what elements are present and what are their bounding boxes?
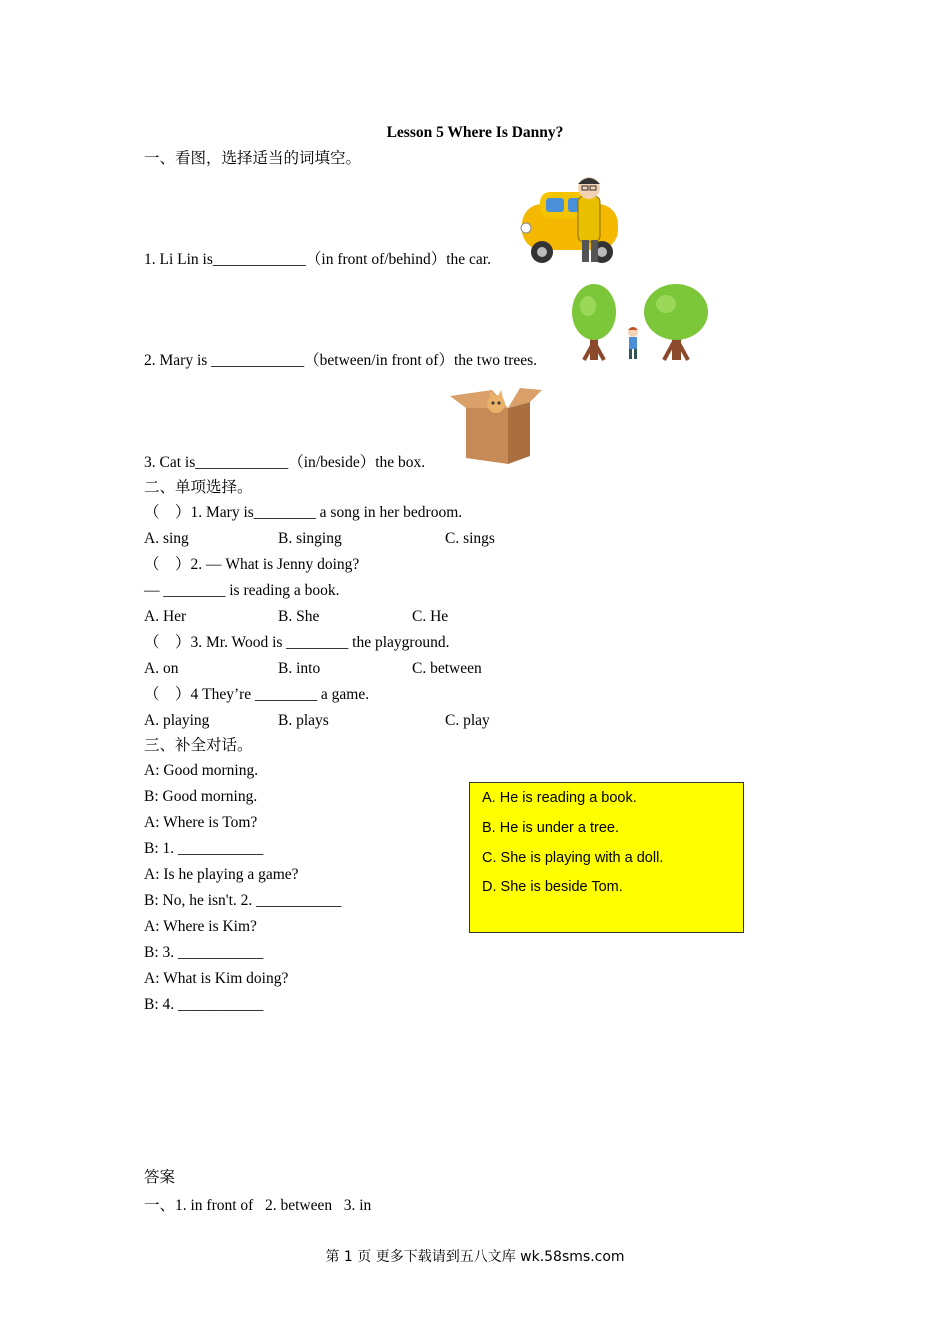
answers-heading: 答案 bbox=[144, 1169, 176, 1186]
section1-q1: 1. Li Lin is____________（in front of/behind）the car. bbox=[144, 251, 491, 268]
section1-q3: 3. Cat is____________（in/beside）the box. bbox=[144, 454, 426, 471]
option-c: C. He bbox=[412, 608, 449, 625]
box-option-a: A. He is reading a book. bbox=[482, 790, 637, 806]
section2-q2-answer-line: — ________ is reading a book. bbox=[144, 582, 340, 599]
box-option-d: D. She is beside Tom. bbox=[482, 879, 623, 895]
dialogue-line: B: No, he isn't. 2. ___________ bbox=[144, 892, 342, 909]
option-a: A. on bbox=[144, 660, 179, 677]
box-illustration bbox=[448, 382, 544, 466]
page-footer: 第 1 页 更多下载请到五八文库 wk.58sms.com bbox=[325, 1249, 625, 1265]
option-c: C. sings bbox=[445, 530, 495, 547]
dialogue-line: B: 1. ___________ bbox=[144, 840, 264, 857]
dialogue-line: A: Where is Kim? bbox=[144, 918, 257, 935]
section3-heading: 三、补全对话。 bbox=[144, 737, 253, 754]
section2-q4: （ ）4 They’re ________ a game. bbox=[144, 686, 370, 703]
answers-line: 一、1. in front of 2. between 3. in bbox=[144, 1197, 372, 1214]
page-title: Lesson 5 Where Is Danny? bbox=[386, 124, 564, 141]
option-b: B. plays bbox=[278, 712, 329, 729]
section1-heading: 一、看图，选择适当的词填空。 bbox=[144, 150, 362, 167]
option-b: B. singing bbox=[278, 530, 342, 547]
section2-q2: （ ）2. — What is Jenny doing? bbox=[144, 556, 360, 573]
section2-heading: 二、单项选择。 bbox=[144, 479, 253, 496]
option-c: C. between bbox=[412, 660, 482, 677]
section2-q3: （ ）3. Mr. Wood is ________ the playground. bbox=[144, 634, 450, 651]
box-option-b: B. He is under a tree. bbox=[482, 820, 620, 836]
option-a: A. playing bbox=[144, 712, 210, 729]
dialogue-line: B: 4. ___________ bbox=[144, 996, 264, 1013]
option-b: B. into bbox=[278, 660, 321, 677]
trees-illustration bbox=[568, 282, 714, 364]
option-c: C. play bbox=[445, 712, 490, 729]
car-illustration bbox=[516, 174, 626, 266]
dialogue-line: A: What is Kim doing? bbox=[144, 970, 289, 987]
options-box bbox=[469, 782, 744, 933]
option-b: B. She bbox=[278, 608, 320, 625]
dialogue-line: A: Where is Tom? bbox=[144, 814, 258, 831]
dialogue-line: A: Is he playing a game? bbox=[144, 866, 299, 883]
dialogue-line: A: Good morning. bbox=[144, 762, 259, 779]
option-a: A. Her bbox=[144, 608, 187, 625]
dialogue-line: B: 3. ___________ bbox=[144, 944, 264, 961]
section1-q2: 2. Mary is ____________（between/in front of）the two trees. bbox=[144, 352, 538, 369]
box-option-c: C. She is playing with a doll. bbox=[482, 850, 664, 866]
option-a: A. sing bbox=[144, 530, 189, 547]
section2-q1: （ ）1. Mary is________ a song in her bedroom. bbox=[144, 504, 463, 521]
dialogue-line: B: Good morning. bbox=[144, 788, 258, 805]
